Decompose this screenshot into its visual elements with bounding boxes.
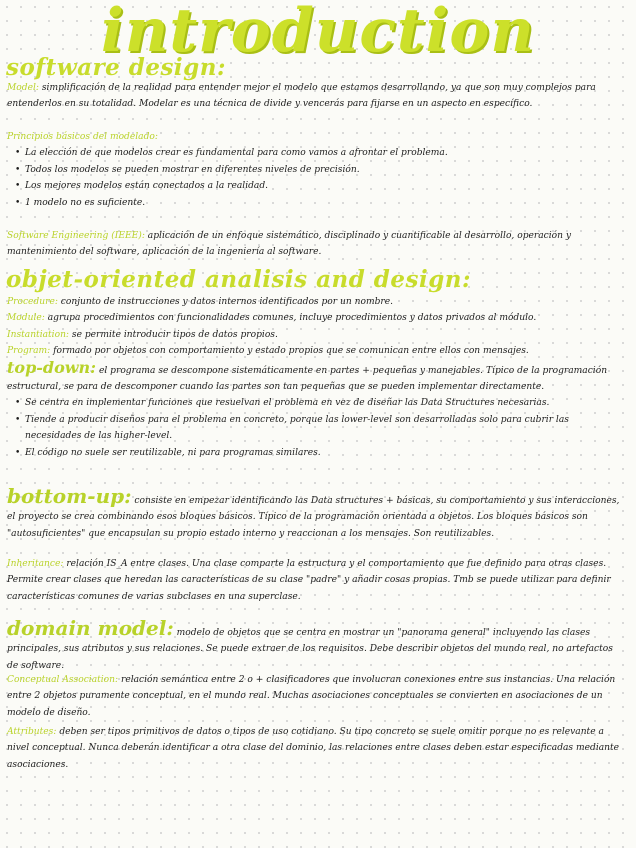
module-line xyxy=(7,310,627,326)
model-text: simplificación de la realidad para entender mejor el modelo que estamos desarrollando, ya que son muy complejos para entenderlos en su totalidad. Modelar es una técnica de divide y vencerás para fijarse en un aspecto en específico. xyxy=(7,83,596,110)
model-label: Model: xyxy=(7,83,39,93)
procedure-label: Procedure: xyxy=(7,297,58,307)
heading-software-design: software design: xyxy=(6,54,226,81)
topdown-label: top-down: xyxy=(7,357,97,377)
list-item: • Los mejores modelos están conectados a la realidad. xyxy=(25,178,627,194)
instantiation-label: Instantiation: xyxy=(7,329,69,340)
heading-bottom-up: bottom-up: xyxy=(7,484,132,508)
list-item: • El código no suele ser reutilizable, ni para programas similares. xyxy=(25,445,627,461)
list-item: • Tiende a producir diseños para el problema en concreto, porque las lower-level son desarrolladas solo para cubrir las necesidades de las higher-level. xyxy=(25,412,627,445)
software-engineering-definition xyxy=(7,228,627,261)
model-definition xyxy=(7,80,627,113)
module-label: Module: xyxy=(7,313,45,324)
association-block xyxy=(7,672,627,721)
bottom-up-block xyxy=(7,484,627,542)
principles-list xyxy=(7,145,627,211)
ooad-block xyxy=(7,294,627,461)
se-text: aplicación de un enfoque sistemático, disciplinado y cuantificable al desarrollo, operación y mantenimiento del software, aplicación de la ingeniería al software. xyxy=(7,231,572,258)
procedure-line xyxy=(7,294,627,310)
association-text: relación semántica entre 2 o + clasificadores que involucran conexiones entre sus instancias. Una relación entre 2 objetos puramente conceptual, en el mundo real. Muchas asociaciones conceptuales se convierten en asociaciones de un modelo de diseño. xyxy=(7,675,616,718)
program-label: Program: xyxy=(7,346,51,357)
program-text: formado por objetos con comportamiento y estado propios que se comunican entre ellos con mensajes. xyxy=(53,346,529,357)
principles-label: Principios básicos del modelado: xyxy=(7,132,158,142)
list-item: • Se centra en implementar funciones que resuelvan el problema en vez de diseñar las Data Structures necesarias. xyxy=(25,395,627,411)
list-item: • 1 modelo no es suficiente. xyxy=(25,195,627,211)
heading-domain-model: domain model: xyxy=(7,616,174,640)
inheritance-text: relación IS_A entre clases. Una clase comparte la estructura y el comportamiento que fue definido para otras clases. Permite crear clases que heredan las características de su clase "padre" y añadir cosas propias. Tmb se puede utilizar para definir características comunes de varias subclases en una superclase. xyxy=(7,559,611,602)
instantiation-text: se permite introducir tipos de datos propios. xyxy=(71,329,278,340)
topdown-line xyxy=(7,357,627,396)
list-item: • Todos los modelos se pueden mostrar en diferentes niveles de precisión. xyxy=(25,162,627,178)
inheritance-label: Inheritance: xyxy=(7,559,64,569)
domain-model-text: modelo de objetos que se centra en mostrar un "panorama general" incluyendo las clases principales, sus atributos y sus relaciones. Se puede extraer de los requisitos. Debe describir objetos del mundo real, no artefactos de software. xyxy=(7,628,613,671)
instantiation-line xyxy=(7,327,627,343)
procedure-text: conjunto de instrucciones y datos internos identificados por un nombre. xyxy=(60,297,394,307)
heading-ooad: objet-oriented analisis and design: xyxy=(6,266,472,293)
se-label: Software Engineering (IEEE): xyxy=(7,231,145,241)
program-line xyxy=(7,343,627,359)
bottom-up-text: consiste en empezar identificando las Data structures + básicas, su comportamiento y sus interacciones, el proyecto se crea combinando esos bloques básicos. Típico de la programación orientada a objetos. Los bloques básicos son "autosuficientes" que encapsulan su propio estado interno y reaccionan a los mensajes. Son reutilizables. xyxy=(7,496,620,539)
page-title: introduction xyxy=(100,0,536,66)
inheritance-block xyxy=(7,556,627,605)
list-item: • La elección de que modelos crear es fundamental para como vamos a afrontar el problema. xyxy=(25,145,627,161)
topdown-text: el programa se descompone sistemáticamente en partes + pequeñas y manejables. Típico de la programación estructural, se para de descomponer cuando las partes son tan pequeñas que se pueden implementar directamente. xyxy=(7,365,608,393)
topdown-list xyxy=(7,395,627,461)
attributes-text: deben ser tipos primitivos de datos o tipos de uso cotidiano. Su tipo concreto se suele omitir porque no es relevante a nivel conceptual. Nunca deberán identificar a otra clase del dominio, las relaciones entre clases deben estar especificadas mediante asociaciones. xyxy=(7,727,620,770)
attributes-label: Attributes: xyxy=(7,727,57,737)
module-text: agrupa procedimientos con funcionalidades comunes, incluye procedimientos y datos privados al módulo. xyxy=(47,313,537,324)
principles-block xyxy=(7,129,627,211)
attributes-block xyxy=(7,724,627,773)
domain-model-block xyxy=(7,616,627,674)
association-label: Conceptual Association: xyxy=(7,675,119,685)
